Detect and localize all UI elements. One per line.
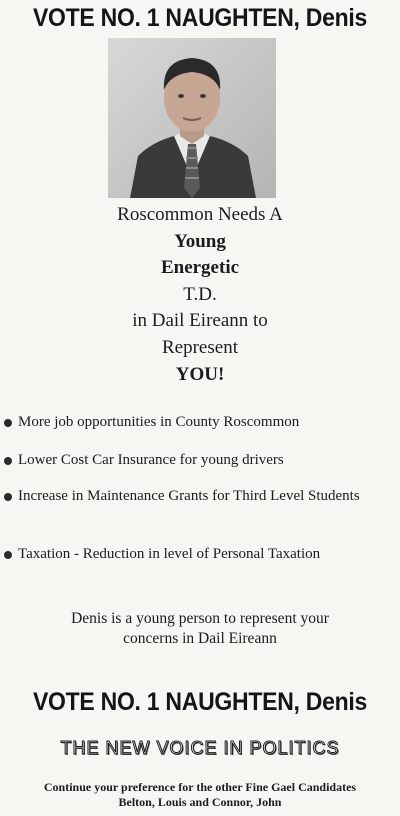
tagline-line: Represent [162, 336, 238, 358]
tagline-line: Young [174, 230, 226, 252]
closing-statement [0, 609, 400, 649]
bullet-icon [4, 457, 12, 465]
closing-text: Denis is a young person to represent your concerns in Dail Eireann [71, 610, 329, 647]
policy-text: Lower Cost Car Insurance for young drivers [18, 452, 284, 468]
candidate-photo [108, 38, 276, 198]
tagline-line: YOU! [175, 363, 225, 385]
footer [0, 780, 400, 810]
headline-top: VOTE NO. 1 NAUGHTEN, Denis [32, 4, 368, 32]
list-item [0, 544, 320, 565]
bullet-icon [4, 419, 12, 427]
tagline-line: Roscommon Needs A [117, 204, 283, 225]
headline-bottom: VOTE NO. 1 NAUGHTEN, Denis [32, 688, 368, 716]
list-item [0, 412, 299, 433]
footer-line: Belton, Louis and Connor, John [118, 795, 282, 809]
policy-text: More job opportunities in County Roscommon [18, 414, 300, 430]
list-item [0, 450, 284, 471]
footer-line: Continue your preference for the other Fine Gael Candidates [43, 780, 357, 794]
policy-text: Taxation - Reduction in level of Personal Taxation [18, 546, 321, 562]
bullet-icon [4, 551, 12, 559]
tagline-line: Energetic [160, 257, 240, 279]
slogan: THE NEW VOICE IN POLITICS [60, 738, 340, 758]
tagline [0, 202, 400, 388]
tagline-line: T.D. [183, 283, 217, 305]
list-item [0, 486, 360, 507]
policy-text: Increase in Maintenance Grants for Third Level Students [18, 488, 360, 504]
bullet-icon [4, 493, 12, 501]
tagline-line: in Dail Eireann to [132, 310, 268, 332]
